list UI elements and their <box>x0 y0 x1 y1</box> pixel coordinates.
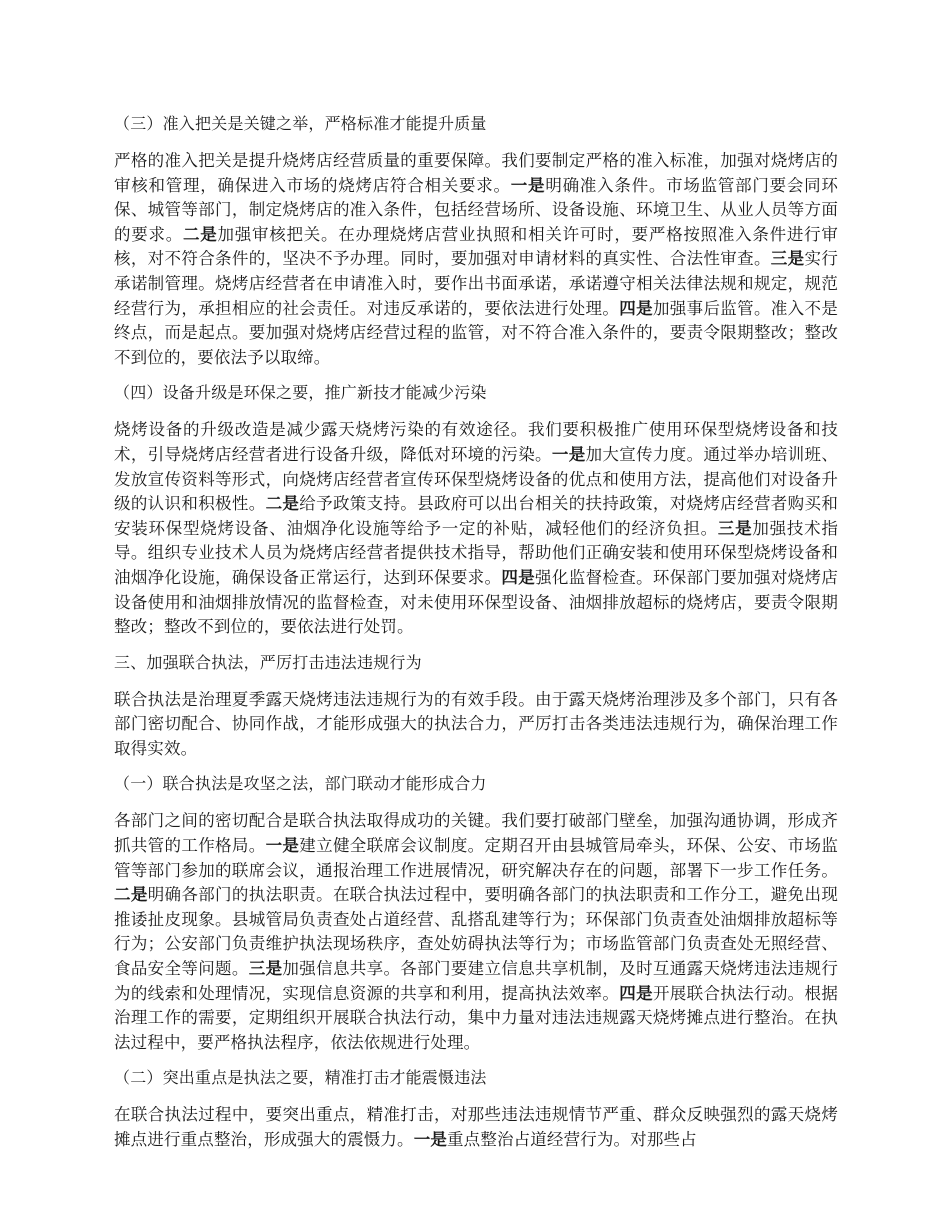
bold-marker: 四是 <box>619 298 653 318</box>
chapter-heading-3: 三、加强联合执法，严厉打击违法违规行为 <box>114 652 422 672</box>
bold-marker: 三是 <box>248 959 283 979</box>
paragraph-joint-enforcement-intro <box>114 688 838 762</box>
text-run: 强化监督检查。环保部门要加强对烧烤店设备使用和油烟排放情况的监督检查，对未使用环保型设备、油烟排放超标的烧烤店，要责令限期整改；整改不到位的，要依法进行处罚。 <box>114 567 838 637</box>
text-run: 建立健全联席会议制度。定期召开由县城管局牵头，环保、公安、市场监管等部门参加的联席会议，通报治理工作进展情况，研究解决存在的问题，部署下一步工作任务。 <box>114 836 838 880</box>
text-run: 加强技术指导。组织专业技术人员为烧烤店经营者提供技术指导，帮助他们正确安装和使用环保型烧烤设备和油烟净化设施，确保设备正常运行，达到环保要求。 <box>114 518 839 587</box>
text-run: 重点整治占道经营行为。对那些占 <box>447 1130 697 1149</box>
bold-marker: 二是 <box>114 885 148 905</box>
bold-marker: 一是 <box>265 836 300 856</box>
bold-marker: 三是 <box>770 249 805 269</box>
bold-marker: 二是 <box>265 494 300 514</box>
paragraph-key-targets <box>114 1103 838 1152</box>
bold-marker: 四是 <box>501 567 536 587</box>
bold-marker: 三是 <box>717 518 753 538</box>
text-run: 严格的准入把关是提升烧烤店经营质量的重要保障。我们要制定严格的准入标准，加强对烧烤店的审核和管理，确保进入市场的烧烤店符合相关要求。 <box>114 151 838 195</box>
text-run: 加强审核把关。在办理烧烤店营业执照和相关许可时，要严格按照准入条件进行审核，对不符合条件的，坚决不予办理。同时，要加强对申请材料的真实性、合法性审查。 <box>114 224 838 269</box>
section-heading-2: （二）突出重点是执法之要，精准打击才能震慑违法 <box>114 1068 487 1088</box>
section-heading-4: （四）设备升级是环保之要，推广新技才能减少污染 <box>114 383 487 403</box>
bold-marker: 一是 <box>510 175 546 195</box>
paragraph-equipment-upgrade <box>114 418 838 639</box>
text-run: 给予政策支持。县政府可以出台相关的扶持政策，对烧烤店经营者购买和安装环保型烧烤设备、油烟净化设施等给予一定的补贴，减轻他们的经济负担。 <box>114 494 838 538</box>
text-run: 在联合执法过程中，要突出重点，精准打击，对那些违法违规情节严重、群众反映强烈的露天烧烤摊点进行重点整治，形成强大的震慑力。 <box>114 1105 838 1149</box>
bold-marker: 一是 <box>551 444 586 464</box>
bold-marker: 二是 <box>183 224 218 244</box>
text-run: 联合执法是治理夏季露天烧烤违法违规行为的有效手段。由于露天烧烤治理涉及多个部门，只有各部门密切配合、协同作战，才能形成强大的执法合力，严厉打击各类违法违规行为，确保治理工作取得实效。 <box>114 689 838 758</box>
text-run: 烧烤设备的升级改造是减少露天烧烤污染的有效途径。我们要积极推广使用环保型烧烤设备和技术，引导烧烤店经营者进行设备升级，降低对环境的污染。 <box>114 420 838 464</box>
text-run: 加大宣传力度。通过举办培训班、发放宣传资料等形式，向烧烤店经营者宣传环保型烧烤设备的优点和使用方法，提高他们对设备升级的认识和积极性。 <box>114 444 838 514</box>
section-heading-3: （三）准入把关是关键之举，严格标准才能提升质量 <box>114 114 487 133</box>
document-page <box>114 104 838 1161</box>
text-run: 明确各部门的执法职责。在联合执法过程中，要明确各部门的执法职责和工作分工，避免出现推诿扯皮现象。县城管局负责查处占道经营、乱搭乱建等行为；环保部门负责查处油烟排放超标等行为；公安部门负责维护执法现场秩序，查处妨碍执法等行为；市场监管部门负责查处无照经营、食品安全等问题。 <box>114 885 838 979</box>
bold-marker: 四是 <box>619 983 653 1003</box>
text-run: 明确准入条件。市场监管部门要会同环保、城管等部门，制定烧烤店的准入条件，包括经营场所、设备设施、环境卫生、从业人员等方面的要求。 <box>114 175 838 244</box>
text-run: 加强事后监管。准入不是终点，而是起点。要加强对烧烤店经营过程的监管，对不符合准入条件的，要责令限期整改；整改不到位的，要依法予以取缔。 <box>114 298 839 367</box>
text-run: 加强信息共享。各部门要建立信息共享机制，及时互通露天烧烤违法违规行为的线索和处理情况，实现信息资源的共享和利用，提高执法效率。 <box>114 959 838 1003</box>
section-heading-1: （一）联合执法是攻坚之法，部门联动才能形成合力 <box>114 774 487 794</box>
bold-marker: 一是 <box>413 1130 448 1149</box>
text-run: 实行承诺制管理。烧烤店经营者在申请准入时，要作出书面承诺，承诺遵守相关法律法规和规定，规范经营行为，承担相应的社会责任。对违反承诺的，要依法进行处理。 <box>114 249 838 318</box>
text-run: 各部门之间的密切配合是联合执法取得成功的关键。我们要打破部门壁垒，加强沟通协调，形成齐抓共管的工作格局。 <box>114 811 838 856</box>
paragraph-department-coordination <box>114 809 838 1055</box>
text-run: 开展联合执法行动。根据治理工作的需要，定期组织开展联合执法行动，集中力量对违法违规露天烧烤摊点进行整治。在执法过程中，要严格执法程序，依法依规进行处理。 <box>114 983 839 1052</box>
paragraph-admission-control <box>114 149 838 370</box>
